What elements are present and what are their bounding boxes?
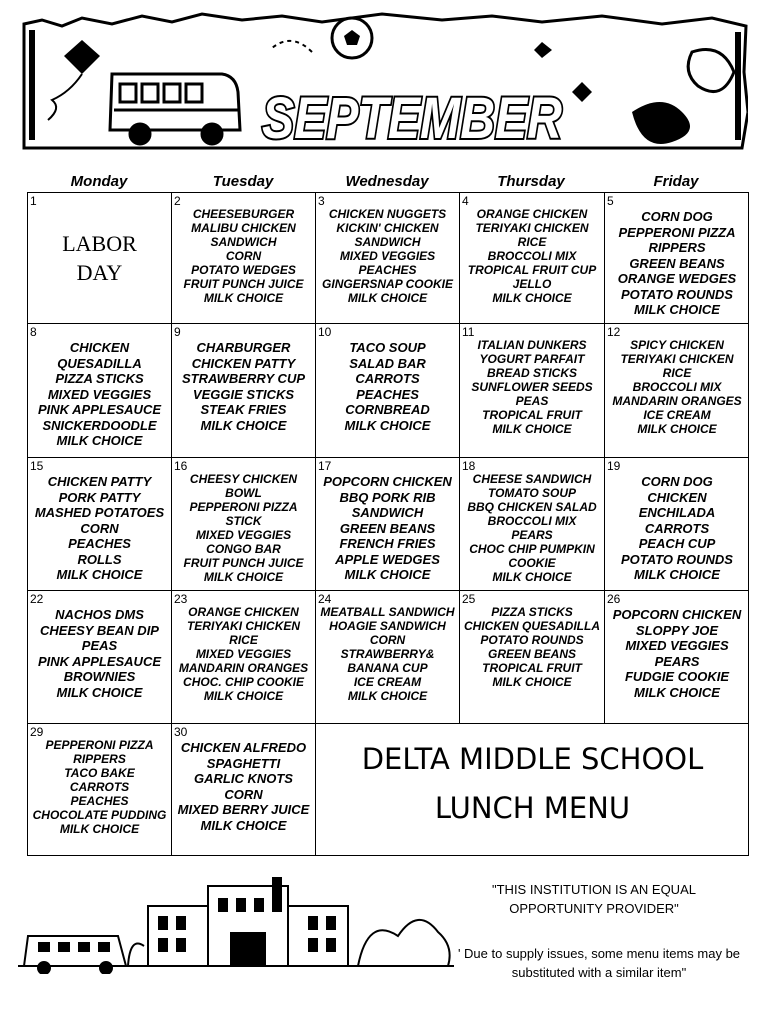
- menu-item: CARROTS: [644, 520, 710, 536]
- menu-item: POTATO ROUNDS: [621, 286, 733, 302]
- day-number: 15: [30, 459, 44, 473]
- menu-item: CONGO BAR: [206, 542, 281, 556]
- menu-item: CHICKEN ALFREDO: [180, 740, 307, 755]
- menu-item: MILK CHOICE: [637, 422, 717, 436]
- menu-item: PEAS: [81, 638, 118, 653]
- day-number: 29: [30, 725, 44, 739]
- menu-items-list: [316, 207, 459, 305]
- holiday-label-line: DAY: [76, 260, 123, 285]
- menu-item: GINGERSNAP COOKIE: [322, 277, 453, 291]
- day-cell: [460, 458, 605, 591]
- menu-item: MIXED VEGGIES: [195, 647, 292, 661]
- menu-item: BBQ CHICKEN SALAD: [467, 500, 597, 514]
- menu-items-list: [28, 340, 171, 449]
- menu-item: BROCCOLI MIX: [632, 380, 722, 394]
- day-number: 12: [607, 325, 621, 339]
- day-cell: [172, 458, 316, 591]
- menu-items-list: [28, 738, 171, 836]
- menu-item: TERIYAKI CHICKEN: [620, 352, 734, 366]
- menu-item: GARLIC KNOTS: [194, 771, 293, 786]
- day-cell: [172, 324, 316, 458]
- menu-item: CHOCOLATE PUDDING: [32, 808, 167, 822]
- menu-item: PEPPERONI PIZZA: [45, 738, 154, 752]
- day-cell: [316, 458, 460, 591]
- menu-item: CHEESY CHICKEN: [189, 472, 298, 486]
- day-number: 24: [318, 592, 332, 606]
- menu-item: PINK APPLESAUCE: [37, 653, 162, 669]
- menu-item: SANDWICH: [354, 235, 421, 249]
- menu-item: MILK CHOICE: [344, 567, 431, 582]
- day-number: 11: [462, 325, 475, 339]
- menu-title: LUNCH MENU: [434, 791, 631, 825]
- menu-item: SPICY CHICKEN: [630, 338, 724, 352]
- menu-item: MILK CHOICE: [347, 689, 428, 703]
- day-number: 16: [174, 459, 188, 473]
- day-number: 8: [30, 325, 37, 339]
- menu-item: STEAK FRIES: [200, 402, 287, 417]
- menu-item: FRENCH FRIES: [339, 536, 436, 551]
- menu-items-list: [28, 474, 171, 583]
- menu-item: MILK CHOICE: [634, 302, 720, 317]
- menu-item: CHEESEBURGER: [192, 207, 295, 221]
- day-number: 30: [174, 725, 188, 739]
- menu-item: MILK CHOICE: [56, 684, 143, 700]
- menu-item: SPAGHETTI: [206, 755, 281, 771]
- day-number: 19: [607, 459, 621, 473]
- menu-item: BBQ PORK RIB: [339, 489, 436, 505]
- day-number: 25: [462, 592, 476, 606]
- menu-item: CORN: [225, 249, 262, 263]
- menu-item: STICK: [225, 514, 262, 528]
- day-number: 3: [318, 194, 325, 208]
- menu-item: PORK PATTY: [58, 489, 141, 505]
- menu-items-list: [316, 474, 459, 583]
- menu-item: TERIYAKI CHICKEN: [186, 619, 301, 633]
- menu-item: SANDWICH: [351, 505, 424, 520]
- menu-item: ORANGE CHICKEN: [476, 207, 588, 221]
- menu-item: SNICKERDOODLE: [42, 417, 157, 433]
- day-number: 2: [174, 194, 181, 208]
- menu-item: RICE: [229, 633, 258, 647]
- menu-item: PEACHES: [356, 386, 419, 402]
- menu-item: SUNFLOWER SEEDS: [471, 380, 593, 394]
- menu-item: CHICKEN QUESADILLA: [463, 619, 600, 633]
- menu-item: ITALIAN DUNKERS: [477, 338, 587, 352]
- day-cell: [605, 324, 749, 458]
- menu-item: TROPICAL FRUIT: [482, 661, 582, 675]
- menu-item: RIPPERS: [648, 240, 706, 255]
- menu-item: CORNBREAD: [345, 402, 430, 417]
- day-cell: [460, 591, 605, 724]
- day-cell: [172, 591, 316, 724]
- menu-item: PEACHES: [68, 536, 131, 551]
- menu-item: YOGURT PARFAIT: [479, 352, 585, 366]
- menu-items-list: [172, 472, 315, 584]
- supply-note-line-1: ' Due to supply issues, some menu items may be: [457, 946, 741, 961]
- menu-items-list: [460, 338, 604, 436]
- day-cell: [28, 591, 172, 724]
- menu-item: PEARS: [654, 653, 700, 669]
- menu-item: RICE: [517, 235, 547, 249]
- weekday-wednesday: Wednesday: [345, 173, 429, 190]
- menu-item: CHICKEN: [69, 340, 130, 355]
- day-cell: [28, 324, 172, 458]
- day-number: 4: [462, 194, 469, 208]
- menu-items-list: [172, 605, 315, 703]
- menu-item: MILK CHOICE: [634, 567, 720, 582]
- menu-item: MILK CHOICE: [492, 570, 572, 584]
- menu-item: MIXED BERRY JUICE: [177, 802, 310, 817]
- menu-item: CHOC CHIP PUMPKIN: [469, 542, 595, 556]
- day-number: 22: [30, 592, 44, 606]
- day-cell: [316, 193, 460, 324]
- menu-item: CHICKEN: [647, 489, 707, 505]
- menu-item: POTATO WEDGES: [191, 263, 296, 277]
- day-cell: [460, 324, 605, 458]
- menu-item: PEAS: [515, 394, 549, 408]
- menu-items-list: [605, 474, 749, 583]
- menu-item: MILK CHOICE: [492, 422, 572, 436]
- menu-item: MIXED VEGGIES: [47, 386, 152, 402]
- menu-item: ORANGE WEDGES: [617, 271, 737, 286]
- menu-items-list: [172, 740, 315, 833]
- menu-item: MILK CHOICE: [200, 417, 287, 433]
- menu-item: MILK CHOICE: [634, 684, 720, 700]
- day-number: 26: [607, 592, 621, 606]
- menu-item: PIZZA STICKS: [55, 371, 144, 386]
- autumn-leaves-icon: [534, 42, 734, 144]
- menu-item: PEACHES: [358, 263, 417, 277]
- day-number: 1: [30, 194, 37, 208]
- menu-item: CORN: [80, 520, 119, 536]
- menu-item: CHICKEN PATTY: [47, 474, 152, 489]
- menu-item: POTATO ROUNDS: [621, 551, 733, 567]
- day-cell: [460, 193, 605, 324]
- menu-item: COOKIE: [508, 556, 556, 570]
- menu-items-list: [605, 607, 749, 700]
- day-number: 23: [174, 592, 188, 606]
- day-number: 9: [174, 325, 181, 339]
- menu-item: FUDGIE COOKIE: [624, 669, 729, 684]
- menu-item: TROPICAL FRUIT CUP: [467, 263, 597, 277]
- menu-item: TERIYAKI CHICKEN: [475, 221, 589, 235]
- menu-item: MILK CHOICE: [203, 570, 284, 584]
- menu-item: MEATBALL SANDWICH: [320, 605, 455, 619]
- school-title-block: [316, 725, 749, 855]
- menu-item: CORN DOG: [641, 209, 713, 224]
- menu-item: PEPPERONI PIZZA: [189, 500, 298, 514]
- menu-item: ORANGE CHICKEN: [188, 605, 299, 619]
- menu-item: CHEESY BEAN DIP: [40, 622, 159, 638]
- menu-items-list: [460, 207, 604, 305]
- menu-items-list: [605, 209, 749, 318]
- menu-item: PEPPERONI PIZZA: [618, 224, 736, 240]
- day-cell: [28, 458, 172, 591]
- menu-item: TOMATO SOUP: [487, 486, 576, 500]
- menu-item: ICE CREAM: [643, 408, 711, 422]
- menu-items-list: [460, 472, 604, 584]
- menu-item: MILK CHOICE: [200, 817, 287, 833]
- menu-item: CHICKEN PATTY: [191, 355, 296, 371]
- day-cell: [605, 193, 749, 324]
- menu-item: TACO BAKE: [64, 766, 135, 780]
- menu-item: MANDARIN ORANGES: [178, 661, 309, 675]
- month-title: SEPTEMBER: [262, 86, 563, 151]
- menu-item: CHICKEN NUGGETS: [328, 207, 447, 221]
- menu-item: BOWL: [225, 486, 262, 500]
- day-cell: [605, 591, 749, 724]
- day-cell: [316, 591, 460, 724]
- menu-item: PINK APPLESAUCE: [37, 402, 162, 417]
- menu-item: MILK CHOICE: [344, 417, 431, 433]
- day-number: 10: [318, 325, 332, 339]
- menu-item: MASHED POTATOES: [34, 505, 165, 520]
- menu-item: CHARBURGER: [196, 340, 291, 355]
- equal-opportunity-line-1: "THIS INSTITUTION IS AN EQUAL: [492, 882, 696, 897]
- school-building-illustration: [18, 876, 454, 974]
- soccer-ball-icon: [272, 18, 372, 58]
- menu-item: NACHOS DMS: [55, 607, 144, 622]
- menu-item: FRUIT PUNCH JUICE: [183, 556, 304, 570]
- menu-item: PEACHES: [70, 794, 129, 808]
- menu-item: GREEN BEANS: [629, 255, 725, 271]
- menu-item: MILK CHOICE: [203, 291, 284, 305]
- menu-items-list: [460, 605, 604, 689]
- supply-note-line-2: substituted with a similar item": [511, 965, 687, 980]
- menu-item: ICE CREAM: [353, 675, 422, 689]
- menu-item: MANDARIN ORANGES: [612, 394, 742, 408]
- menu-item: KICKIN' CHICKEN: [336, 221, 439, 235]
- menu-item: MILK CHOICE: [59, 822, 140, 836]
- menu-item: RICE: [662, 366, 692, 380]
- weekday-friday: Friday: [653, 173, 699, 190]
- menu-item: MILK CHOICE: [56, 433, 143, 448]
- menu-item: PEARS: [511, 528, 553, 542]
- school-name: DELTA MIDDLE SCHOOL: [361, 742, 704, 776]
- holiday-label-line: LABOR: [62, 231, 137, 256]
- menu-item: APPLE WEDGES: [335, 551, 440, 567]
- menu-item: POPCORN CHICKEN: [323, 474, 452, 489]
- menu-item: BROWNIES: [63, 669, 136, 684]
- menu-item: VEGGIE STICKS: [192, 386, 295, 402]
- menu-item: TROPICAL FRUIT: [482, 408, 582, 422]
- menu-item: MILK CHOICE: [492, 675, 572, 689]
- menu-items-list: [28, 607, 171, 700]
- menu-item: BREAD STICKS: [486, 366, 577, 380]
- menu-items-list: [172, 340, 315, 433]
- menu-item: MILK CHOICE: [203, 689, 284, 703]
- kite-icon: [48, 40, 100, 120]
- menu-items-list: [605, 338, 749, 436]
- menu-item: STRAWBERRY CUP: [181, 371, 306, 386]
- menu-item: GREEN BEANS: [339, 520, 436, 536]
- menu-items-list: [316, 605, 459, 703]
- menu-item: MIXED VEGGIES: [195, 528, 292, 542]
- menu-item: MILK CHOICE: [347, 291, 428, 305]
- menu-item: BROCCOLI MIX: [487, 514, 577, 528]
- day-cell: [172, 193, 316, 324]
- menu-item: ROLLS: [77, 551, 122, 567]
- menu-items-list: [316, 340, 459, 433]
- menu-item: SLOPPY JOE: [635, 622, 719, 638]
- day-cell: [605, 458, 749, 591]
- menu-items-list: [172, 207, 315, 305]
- september-banner: [22, 12, 748, 152]
- menu-item: QUESADILLA: [57, 355, 142, 371]
- menu-item: BROCCOLI MIX: [487, 249, 577, 263]
- day-number: 17: [318, 459, 332, 473]
- weekday-thursday: Thursday: [497, 173, 565, 190]
- menu-item: CHOC. CHIP COOKIE: [183, 675, 304, 689]
- menu-item: MILK CHOICE: [56, 567, 143, 582]
- menu-item: CORN: [369, 633, 406, 647]
- menu-item: CORN DOG: [641, 474, 713, 489]
- menu-item: SALAD BAR: [349, 355, 426, 371]
- menu-item: BANANA CUP: [347, 661, 428, 675]
- menu-item: POTATO ROUNDS: [480, 633, 584, 647]
- menu-item: FRUIT PUNCH JUICE: [183, 277, 304, 291]
- menu-item: SANDWICH: [210, 235, 277, 249]
- menu-item: GREEN BEANS: [487, 647, 576, 661]
- menu-item: MALIBU CHICKEN: [191, 221, 296, 235]
- equal-opportunity-line-2: OPPORTUNITY PROVIDER": [509, 901, 679, 916]
- day-number: 18: [462, 459, 476, 473]
- day-number: 5: [607, 194, 614, 208]
- menu-item: POPCORN CHICKEN: [612, 607, 742, 622]
- menu-item: STRAWBERRY&: [340, 647, 435, 661]
- menu-item: MILK CHOICE: [492, 291, 572, 305]
- day-cell: [28, 724, 172, 856]
- equal-opportunity-note: [456, 880, 732, 918]
- menu-item: PIZZA STICKS: [491, 605, 573, 619]
- menu-item: CARROTS: [355, 371, 420, 386]
- supply-issues-note: [446, 944, 752, 982]
- day-cell: [316, 324, 460, 458]
- menu-item: ENCHILADA: [638, 505, 716, 520]
- school-bus-icon: [110, 74, 240, 144]
- menu-item: TACO SOUP: [349, 340, 426, 355]
- menu-item: CARROTS: [69, 780, 130, 794]
- menu-item: JELLO: [512, 277, 552, 291]
- day-cell: [28, 193, 172, 324]
- weekday-header-row: [27, 173, 749, 193]
- holiday-label: [28, 229, 171, 287]
- menu-item: CHEESE SANDWICH: [472, 472, 592, 486]
- menu-item: MIXED VEGGIES: [625, 638, 729, 653]
- menu-item: HOAGIE SANDWICH: [329, 619, 446, 633]
- day-cell: [172, 724, 316, 856]
- weekday-tuesday: Tuesday: [212, 173, 274, 190]
- menu-item: PEACH CUP: [638, 536, 716, 551]
- menu-item: RIPPERS: [73, 752, 126, 766]
- menu-item: CORN: [224, 786, 263, 802]
- menu-item: MIXED VEGGIES: [339, 249, 436, 263]
- weekday-monday: Monday: [70, 173, 128, 190]
